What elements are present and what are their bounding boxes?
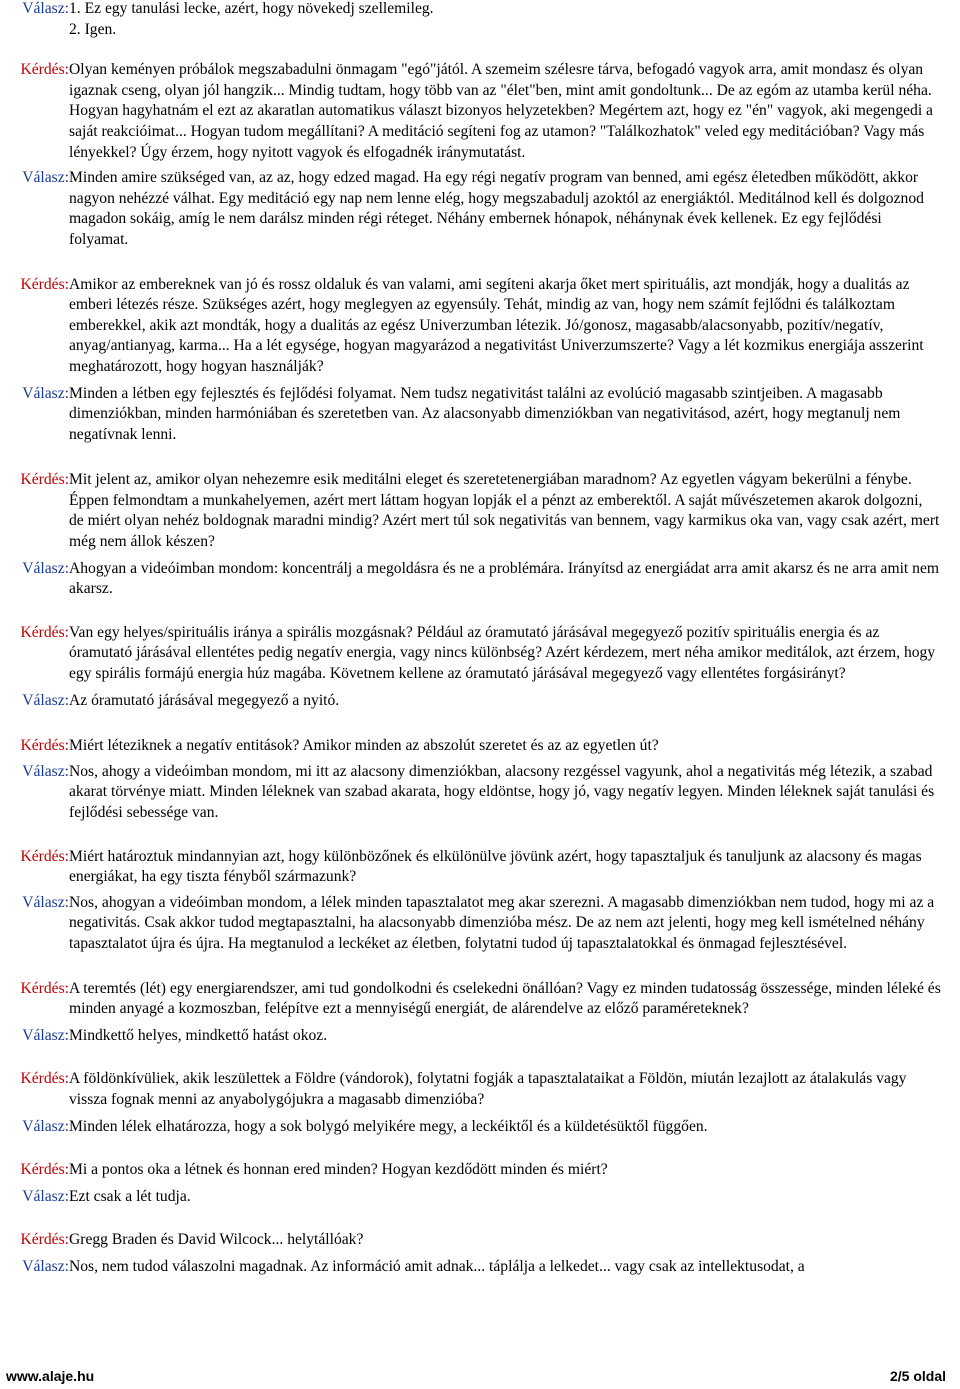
question-text: Mi a pontos oka a létnek és honnan ered minden? Hogyan kezdődött minden és miért? [69,1161,608,1179]
answer-text: Ezt csak a lét tudja. [69,1187,191,1205]
answer-text: Az óramutató járásával megegyező a nyitó. [69,691,340,709]
question-entry [0,847,960,888]
answer-label: Válasz: [22,762,69,780]
answer-label: Válasz: [22,893,69,911]
answer-label: Válasz: [22,0,69,17]
answer-line: 1. Ez egy tanulási lecke, azért, hogy növekedj szellemileg. [69,0,434,17]
question-label: Kérdés: [20,1070,69,1088]
footer-page-number: 2/5 oldal [889,1368,946,1384]
question-label: Kérdés: [20,979,69,997]
answer-entry [0,762,960,824]
question-text: Miért léteziknek a negatív entitások? Amikor minden az abszolút szeretet és az az egyetlen út? [69,737,659,755]
question-label: Kérdés: [20,623,69,641]
page-footer [0,1366,960,1388]
question-text: Mit jelent az, amikor olyan nehezemre esik meditálni eleget és szeretetenergiában maradnom? Az egyetlen vágyam bekerülni a fénybe. Éppen felmondtam a munkahelyemen, azért mert láttam hogyan lopják el a pénzt az emberektől. A saját művészetemen akarok dolgozni, de miért olyan nehéz boldognak maradni mindig? Azért mert túl sok negativitás van bennem, vagy karmikus oka van, vagy csak azért, mert még nem állok készen? [69,471,940,551]
question-text: Amikor az embereknek van jó és rossz oldaluk és van valami, ami segíteni akarja őket mert spirituális, azt mondják, hogy a dualitás az emberi létezés része. Szükséges azért, hogy meglegyen az egyensúly. Tehát, mindig az van, hogy nem számít fejlődni és találkoztam emberekkel, akik azt mondták, hogy a dualitás az egész Univerzumban létezik. Jó/gonosz, magasabb/alacsonyabb, pozitív/negatív, anyag/antianyag, karma... Ha a lét egysége, hogyan magyarázod a negativitást Univerzumszerte? Vagy a lét kozmikus energiája asszerint meghatározott, hogy hogyan használják? [69,275,924,375]
question-label: Kérdés: [20,1231,69,1249]
question-label: Kérdés: [20,847,69,865]
answer-entry [0,691,960,712]
answer-text: Nos, ahogyan a videóimban mondom, a lélek minden tapasztalatot meg akar szerezni. A magasabb dimenziókban nem tudod, hogy mi az a negativitás. Csak akkor tudod megtapasztalni, ha alacsonyabb dimenzióba mész. De az nem azt jelenti, hogy meg kell ismételned néhány tapasztalatot újra és újra. Ha megtanulod a leckéket az életben, folytatni tudod új tapasztalatokkal és önmagad fejlesztésével. [69,893,935,952]
answer-text: Nos, nem tudod válaszolni magadnak. Az információ amit adnak... táplálja a lelkedet... vagy csak az intellektusodat, a [69,1257,805,1275]
answer-text: Minden a létben egy fejlesztés és fejlődési folyamat. Nem tudsz negativitást találni az evolúció magasabb szintjeiben. A magasabb dimenziókban, minden harmóniában és szeretetben van. Az alacsonyabb dimenziókban van negativitásod, azért, hogy megtanulj nem negatívnak lenni. [69,384,901,443]
answer-entry [0,168,960,250]
answer-text: Mindkettő helyes, mindkettő hatást okoz. [69,1026,328,1044]
answer-label: Válasz: [22,559,69,577]
question-entry [0,736,960,757]
answer-entry [0,1257,960,1278]
answer-label: Válasz: [22,1257,69,1275]
answer-entry [0,1187,960,1208]
answer-entry [0,0,960,40]
answer-text: Ahogyan a videóimban mondom: koncentrálj a megoldásra és ne a problémára. Irányítsd az energiádat arra amit akarsz és ne arra amit nem akarsz. [69,559,940,598]
question-text: Olyan keményen próbálok megszabadulni önmagam "egó"jától. A szemeim szélesre tárva, befogadó vagyok arra, amit mondasz és olyan igaznak cseng, olyan jól hangzik... Mindig tudtam, hogy több van az "élet"ben, mint amit gondoltunk... De az egóm az utamba kerül néha. Hogyan hagyhatnám el ezt az akaratlan automatikus választ bizonyos helyzetekben? Megértem azt, hogy ez "én" vagyok, aki megengedi a saját reakcióimat... Hogyan tudom megállítani? A meditáció segíteni fog az utamon? "Találkozhatok" veled egy meditációban? Vagy más lényekkel? Úgy érzem, hogy nyitott vagyok és elfogadnék iránymutatást. [69,61,933,161]
answer-entry [0,384,960,446]
answer-text [69,0,941,40]
question-text: Van egy helyes/spirituális iránya a spirális mozgásnak? Például az óramutató járásával megegyező pozitív spirituális energia és az óramutató járásával ellentétes pedig negatív energia, vagy nincs különbség? Azért kérdezem, mert néha amikor meditálok, azt érzem, hogy egy spirális formájú energia húz magába. Követnem kellene az óramutató járásával megegyező vagy ellentétes forgásirányt? [69,623,936,683]
question-label: Kérdés: [20,61,69,79]
question-label: Kérdés: [20,275,69,293]
question-entry [0,623,960,685]
question-label: Kérdés: [20,471,69,489]
question-text: Gregg Braden és David Wilcock... helytállóak? [69,1231,364,1249]
question-entry [0,1069,960,1110]
answer-label: Válasz: [22,1117,69,1135]
question-text: A földönkívüliek, akik leszülettek a Földre (vándorok), folytatni fogják a tapasztalataikat a Földön, miután lezajlott az átalakulás vagy vissza fognak menni az anyabolygójukra a magasabb dimenzióba? [69,1070,907,1108]
answer-label: Válasz: [22,691,69,709]
answer-entry [0,893,960,955]
question-entry [0,470,960,552]
answer-label: Válasz: [22,1026,69,1044]
answer-line: 2. Igen. [69,20,117,38]
answer-label: Válasz: [22,384,69,402]
answer-text: Minden lélek elhatározza, hogy a sok bolygó melyikére megy, a leckéiktől és a küldetésüktől függően. [69,1117,708,1135]
answer-label: Válasz: [22,1187,69,1205]
answer-label: Válasz: [22,169,69,187]
question-entry [0,1160,960,1181]
answer-entry [0,559,960,600]
question-label: Kérdés: [20,737,69,755]
footer-site-url[interactable]: www.alaje.hu [6,1368,95,1384]
question-entry [0,979,960,1020]
question-text: Miért határoztuk mindannyian azt, hogy különbözőnek és elkülönülve jövünk azért, hogy tapasztaljuk és tanuljunk az alacsony és magas energiákat, ha egy tiszta fényből származunk? [69,847,922,886]
answer-entry [0,1026,960,1047]
question-entry [0,1230,960,1251]
answer-entry [0,1117,960,1138]
question-text: A teremtés (lét) egy energiarendszer, ami tud gondolkodni és cselekedni önállóan? Vagy ez minden tudatosság összessége, minden léleké és minden anyagé a kozmoszban, felépítve ezt a mennyiségű energiát, de alárendelve az előző paraméreteknek? [69,979,941,1018]
answer-text: Nos, ahogy a videóimban mondom, mi itt az alacsony dimenziókban, alacsony rezgéssel vagyunk, ahol a negativitás még létezik, a szabad akarat törvénye miatt. Minden léleknek van szabad akarata, hogy eldöntse, hogy jó, vagy negatív legyen. Minden léleknek saját tanulási és fejlődési sebessége van. [69,762,935,821]
answer-text: Minden amire szükséged van, az az, hogy edzed magad. Ha egy régi negatív program van benned, ami egész életedben működött, akkor nagyon nehézzé válhat. Egy meditáció egy nap nem lenne elég, hogy megszabadulj azoktól az energiáktól. Meditálnod kell és dolgoznod magadon sokáig, amíg le nem darálsz minden régi réteget. Néhány embernek hónapok, néhánynak évek kellenek. Ez egy fejlődési folyamat. [69,169,924,248]
question-entry [0,275,960,378]
question-label: Kérdés: [20,1161,69,1179]
question-entry [0,60,960,163]
